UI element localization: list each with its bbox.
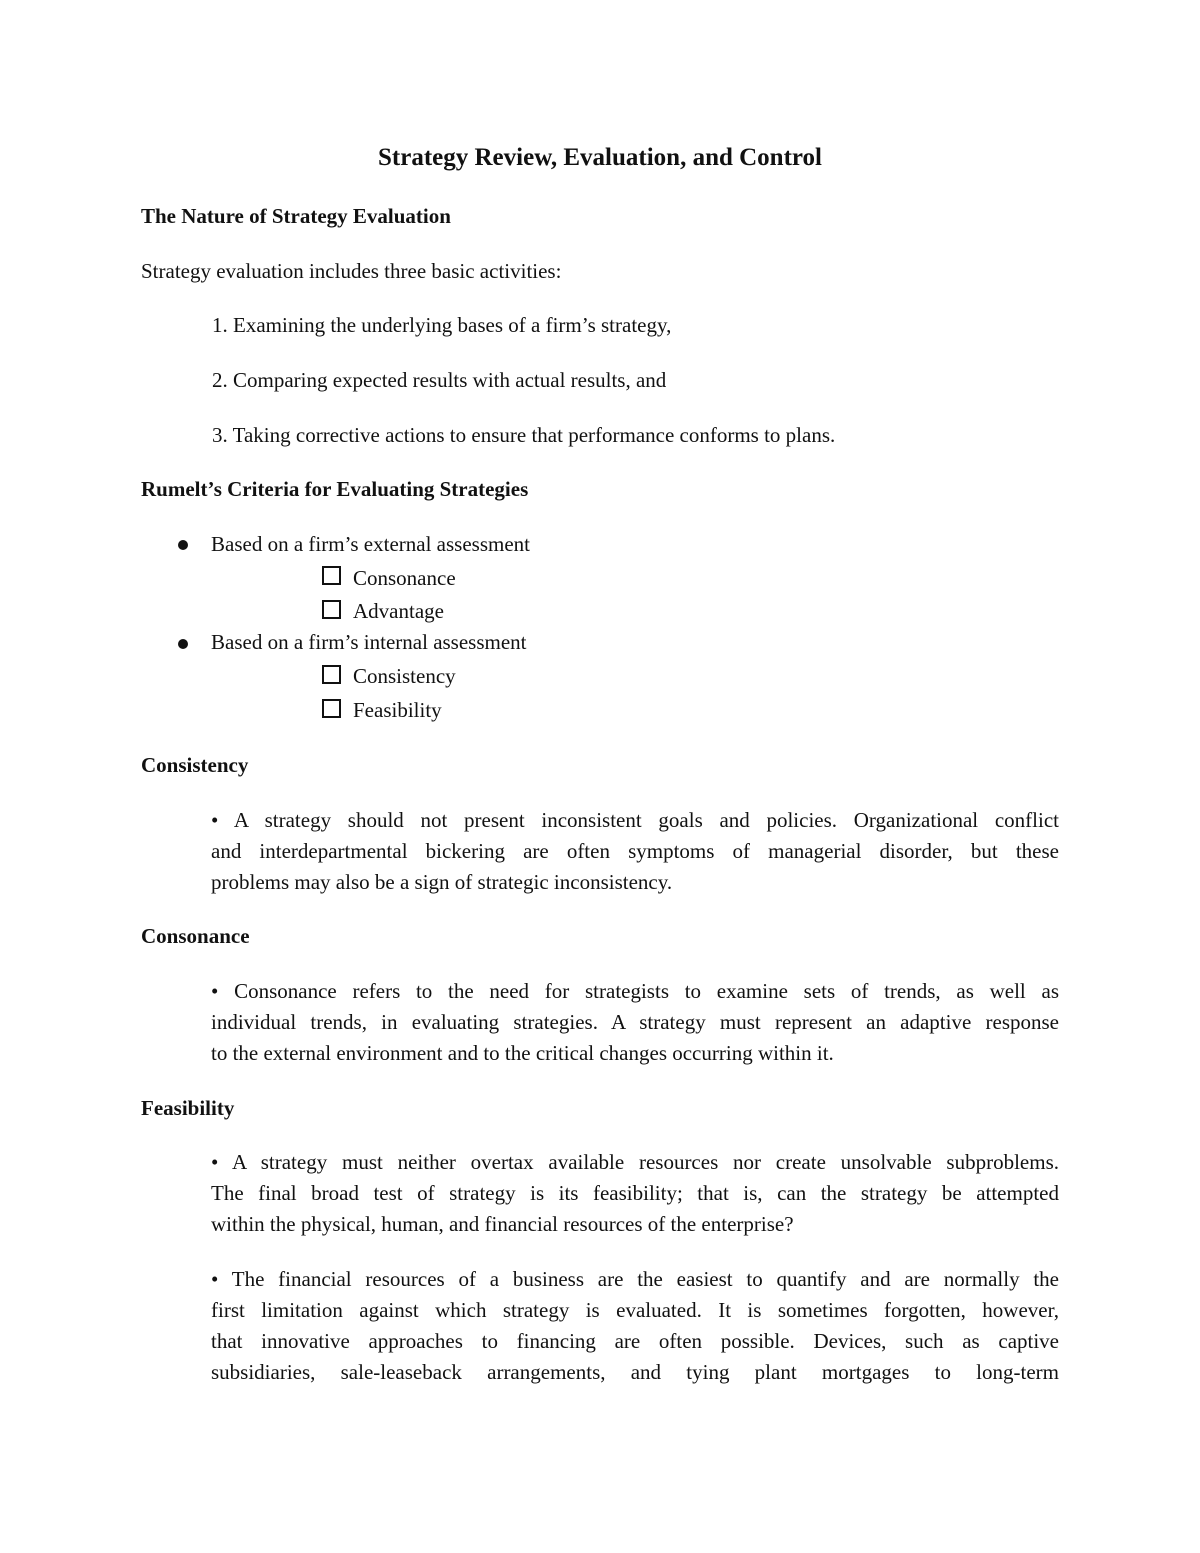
paragraph-line: to the external environment and to the critical changes occurring within it. <box>211 1041 834 1065</box>
consistency-paragraph <box>211 805 1059 898</box>
heading-feasibility: Feasibility <box>141 1096 235 1120</box>
paragraph-line: • A strategy must neither overtax available resources nor create unsolvable subproblems. <box>211 1150 1059 1174</box>
bullet-icon <box>178 540 188 550</box>
heading-rumelts-criteria: Rumelt’s Criteria for Evaluating Strategies <box>141 477 529 501</box>
page-title: Strategy Review, Evaluation, and Control <box>378 144 822 171</box>
criterion-advantage: Advantage <box>353 599 444 623</box>
criterion-consistency: Consistency <box>353 664 456 688</box>
paragraph-line: within the physical, human, and financial resources of the enterprise? <box>211 1212 794 1236</box>
criterion-feasibility: Feasibility <box>353 698 442 722</box>
paragraph-line: • A strategy should not present inconsistent goals and policies. Organizational conflict <box>211 808 1059 832</box>
heading-consistency: Consistency <box>141 753 249 777</box>
heading-consonance: Consonance <box>141 924 250 948</box>
list-item-3: 3. Taking corrective actions to ensure that performance conforms to plans. <box>212 423 836 447</box>
feasibility-paragraph-1 <box>211 1147 1059 1240</box>
feasibility-paragraph-2 <box>211 1264 1059 1388</box>
group-external-label: Based on a firm’s external assessment <box>211 532 530 556</box>
intro-text: Strategy evaluation includes three basic activities: <box>141 259 562 283</box>
paragraph-line: The final broad test of strategy is its feasibility; that is, can the strategy be attempted <box>211 1181 1059 1205</box>
checkbox-icon <box>322 566 341 585</box>
paragraph-line: subsidiaries, sale-leaseback arrangements, and tying plant mortgages to long-term <box>211 1360 1059 1384</box>
paragraph-line: • Consonance refers to the need for strategists to examine sets of trends, as well as <box>211 979 1059 1003</box>
list-item-1: 1. Examining the underlying bases of a firm’s strategy, <box>212 313 672 337</box>
paragraph-line: that innovative approaches to financing are often possible. Devices, such as captive <box>211 1329 1059 1353</box>
paragraph-line: first limitation against which strategy is evaluated. It is sometimes forgotten, however, <box>211 1298 1059 1322</box>
checkbox-icon <box>322 665 341 684</box>
consonance-paragraph <box>211 976 1059 1069</box>
heading-nature-of-strategy-evaluation: The Nature of Strategy Evaluation <box>141 204 451 228</box>
list-item-2: 2. Comparing expected results with actual results, and <box>212 368 667 392</box>
checkbox-icon <box>322 699 341 718</box>
paragraph-line: individual trends, in evaluating strategies. A strategy must represent an adaptive response <box>211 1010 1059 1034</box>
checkbox-icon <box>322 600 341 619</box>
paragraph-line: • The financial resources of a business are the easiest to quantify and are normally the <box>211 1267 1059 1291</box>
group-internal-label: Based on a firm’s internal assessment <box>211 630 527 654</box>
criterion-consonance: Consonance <box>353 566 456 590</box>
bullet-icon <box>178 639 188 649</box>
paragraph-line: and interdepartmental bickering are often symptoms of managerial disorder, but these <box>211 839 1059 863</box>
paragraph-line: problems may also be a sign of strategic inconsistency. <box>211 870 673 894</box>
